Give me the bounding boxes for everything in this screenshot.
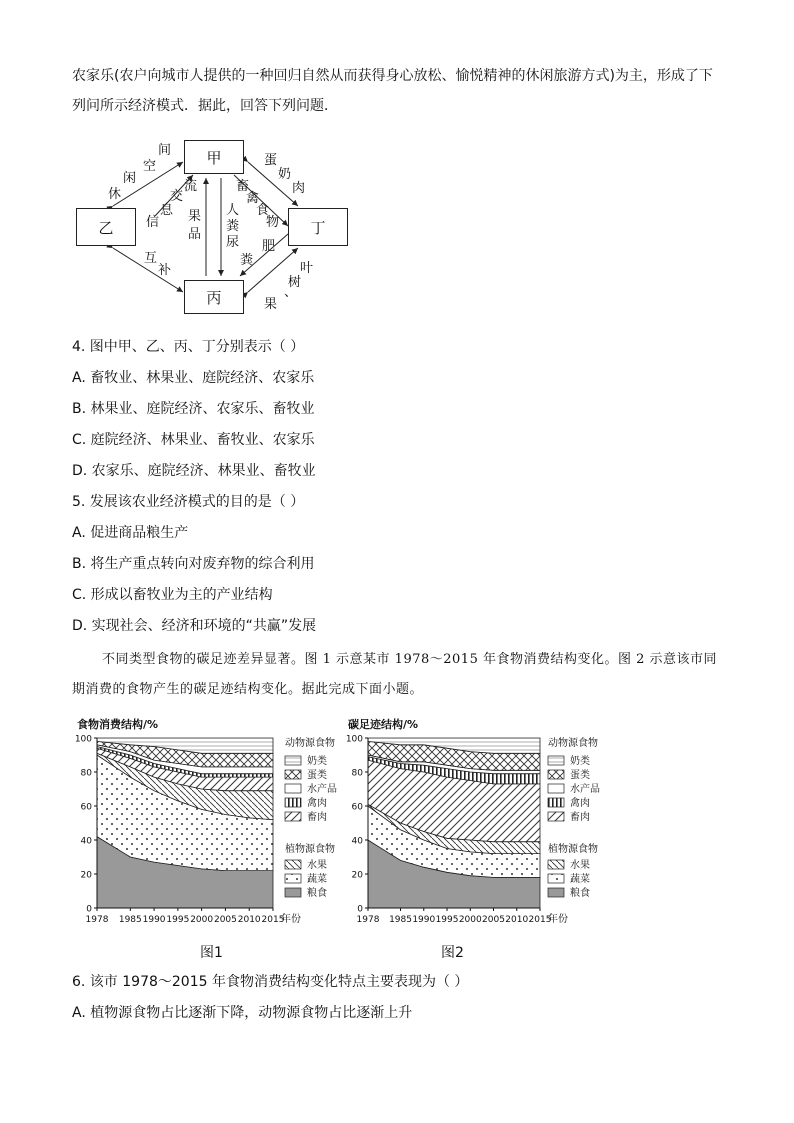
passage2-line-1: 不同类型食物的碳足迹差异显著。图 1 示意某市 1978～2015 年食物消费结构变化。图 2 示意该市同 (102, 652, 718, 667)
label-rou: 肉 (292, 181, 306, 196)
label-xian: 闲 (123, 171, 137, 186)
label-jiao: 交 (170, 189, 184, 204)
label-dan: 蛋 (264, 153, 278, 168)
node-jia: 甲 (184, 140, 244, 174)
legend-label-milk: 奶类 (307, 756, 327, 767)
legend-swatch-milk (548, 756, 564, 765)
x-tick-label: 1978 (356, 915, 380, 925)
legend-label-fruit: 水果 (307, 860, 327, 871)
legend-label-poultry: 禽肉 (307, 798, 327, 809)
label-guo2: 果 (264, 297, 278, 312)
x-tick-label: 1985 (118, 915, 142, 925)
legend-animal-title: 动物源食物 (548, 738, 598, 749)
y-tick-label: 40 (351, 836, 363, 847)
legend-label-aquatic: 水产品 (570, 784, 600, 795)
chart-legend (285, 736, 337, 899)
legend-plant-title: 植物源食物 (548, 844, 598, 855)
legend-label-aquatic: 水产品 (307, 784, 337, 795)
x-tick-label: 2000 (190, 915, 214, 925)
label-chu: 畜 (236, 179, 250, 194)
legend-swatch-poultry (548, 798, 564, 807)
y-tick-label: 0 (357, 904, 363, 915)
q6-stem: 6. 该市 1978～2015 年食物消费结构变化特点主要表现为（ ） (72, 974, 469, 990)
node-yi: 乙 (76, 208, 136, 246)
label-xi: 息 (160, 203, 174, 218)
legend-swatch-fruit (285, 860, 301, 869)
label-wu: 物 (266, 215, 280, 230)
q5-option-d: D. 实现社会、经济和环境的“共赢”发展 (72, 618, 317, 634)
node-bing: 丙 (184, 280, 244, 314)
label-kong: 空 (143, 159, 157, 174)
x-tick-label: 1995 (166, 915, 190, 925)
label-bu: 补 (158, 263, 172, 278)
q4-option-c: C. 庭院经济、林果业、畜牧业、农家乐 (72, 432, 315, 448)
label-niao: 尿 (226, 235, 240, 250)
figure-1-caption: 图1 (200, 945, 223, 961)
label-pin: 品 (188, 227, 202, 242)
label-liu: 流 (184, 179, 198, 194)
chart-legend (548, 736, 600, 899)
x-tick-label: 1990 (142, 915, 166, 925)
legend-swatch-livestock-meat (285, 812, 301, 821)
y-tick-label: 80 (351, 768, 363, 779)
legend-swatch-aquatic (285, 784, 301, 793)
legend-swatch-fruit (548, 860, 564, 869)
legend-label-poultry: 禽肉 (570, 798, 590, 809)
figure-2-caption: 图2 (441, 945, 464, 961)
label-guo: 果 (188, 209, 202, 224)
x-tick-label: 2015 (261, 915, 285, 925)
legend-swatch-vegetable (285, 874, 301, 883)
x-tick-label: 2010 (505, 915, 529, 925)
x-tick-label: 2005 (213, 915, 237, 925)
x-tick-label: 2015 (528, 915, 552, 925)
y-tick-label: 100 (345, 734, 363, 745)
legend-animal-title: 动物源食物 (285, 738, 335, 749)
y-tick-label: 60 (80, 802, 92, 813)
chart-1 (75, 717, 337, 925)
label-fei: 肥 (262, 239, 276, 254)
label-xin: 信 (146, 215, 160, 230)
legend-swatch-grain (548, 888, 564, 897)
legend-label-egg: 蛋类 (307, 770, 327, 781)
q6-option-a: A. 植物源食物占比逐渐下降，动物源食物占比逐渐上升 (72, 1005, 413, 1021)
intro-line-2: 列问所示经济模式．据此，回答下列问题． (72, 98, 338, 114)
q4-stem: 4. 图中甲、乙、丙、丁分别表示（ ） (72, 339, 305, 355)
legend-label-livestock-meat: 畜肉 (307, 812, 327, 823)
x-tick-label: 2000 (458, 915, 482, 925)
chart-2 (346, 717, 600, 925)
q5-stem: 5. 发展该农业经济模式的目的是（ ） (72, 494, 305, 510)
y-tick-label: 80 (80, 768, 92, 779)
label-hu: 互 (144, 251, 158, 266)
legend-label-fruit: 水果 (570, 860, 590, 871)
x-axis-label: 年份 (281, 914, 301, 925)
legend-label-livestock-meat: 畜肉 (570, 812, 590, 823)
legend-label-milk: 奶类 (570, 756, 590, 767)
q4-option-a: A. 畜牧业、林果业、庭院经济、农家乐 (72, 370, 315, 386)
legend-label-grain: 粮食 (570, 888, 590, 899)
legend-swatch-egg (548, 770, 564, 779)
x-tick-label: 2005 (482, 915, 505, 925)
label-ye: 叶 (300, 261, 314, 276)
q5-option-b: B. 将生产重点转向对废弃物的综合利用 (72, 556, 315, 572)
q5-option-a: A. 促进商品粮生产 (72, 525, 189, 541)
q4-option-b: B. 林果业、庭院经济、农家乐、畜牧业 (72, 401, 315, 417)
legend-plant-title: 植物源食物 (285, 844, 335, 855)
node-ding: 丁 (288, 208, 348, 246)
legend-swatch-milk (285, 756, 301, 765)
label-dun: 、 (284, 285, 298, 300)
y-tick-label: 20 (80, 870, 92, 881)
y-tick-label: 100 (74, 734, 92, 745)
legend-swatch-grain (285, 888, 301, 897)
y-tick-label: 20 (351, 870, 363, 881)
chart-title: 碳足迹结构/% (348, 718, 419, 731)
y-tick-label: 40 (80, 836, 92, 847)
q5-option-c: C. 形成以畜牧业为主的产业结构 (72, 587, 273, 603)
label-qin: 禽 (246, 191, 260, 206)
label-jian: 间 (158, 143, 172, 158)
x-tick-label: 1995 (435, 915, 459, 925)
legend-label-grain: 粮食 (307, 888, 327, 899)
passage2-line-2: 期消费的食物产生的碳足迹结构变化。据此完成下面小题。 (72, 682, 424, 697)
x-axis-label: 年份 (548, 914, 568, 925)
label-xiu: 休 (108, 187, 122, 202)
x-tick-label: 1985 (389, 915, 412, 925)
legend-label-vegetable: 蔬菜 (307, 874, 327, 885)
x-tick-label: 2010 (237, 915, 261, 925)
chart-title: 食物消费结构/% (77, 718, 159, 731)
legend-swatch-livestock-meat (548, 812, 564, 821)
label-fen2: 粪 (240, 253, 254, 268)
label-ren: 人 (226, 203, 240, 218)
label-shu: 树 (288, 275, 302, 290)
y-tick-label: 60 (351, 802, 363, 813)
q4-option-d: D. 农家乐、庭院经济、林果业、畜牧业 (72, 463, 316, 479)
legend-swatch-vegetable (548, 874, 564, 883)
x-tick-label: 1990 (412, 915, 436, 925)
y-tick-label: 0 (86, 904, 92, 915)
charts (0, 712, 794, 942)
legend-label-vegetable: 蔬菜 (570, 874, 590, 885)
legend-swatch-aquatic (548, 784, 564, 793)
legend-swatch-egg (285, 770, 301, 779)
label-shi: 食 (256, 203, 270, 218)
intro-line-1: 农家乐(农户向城市人提供的一种回归自然从而获得身心放松、愉悦精神的休闲旅游方式)为主，形成了下 (72, 68, 713, 84)
flow-diagram (60, 130, 360, 320)
x-tick-label: 1978 (85, 915, 109, 925)
label-nai: 奶 (278, 167, 292, 182)
label-fen: 粪 (226, 219, 240, 234)
legend-label-egg: 蛋类 (570, 770, 590, 781)
legend-swatch-poultry (285, 798, 301, 807)
